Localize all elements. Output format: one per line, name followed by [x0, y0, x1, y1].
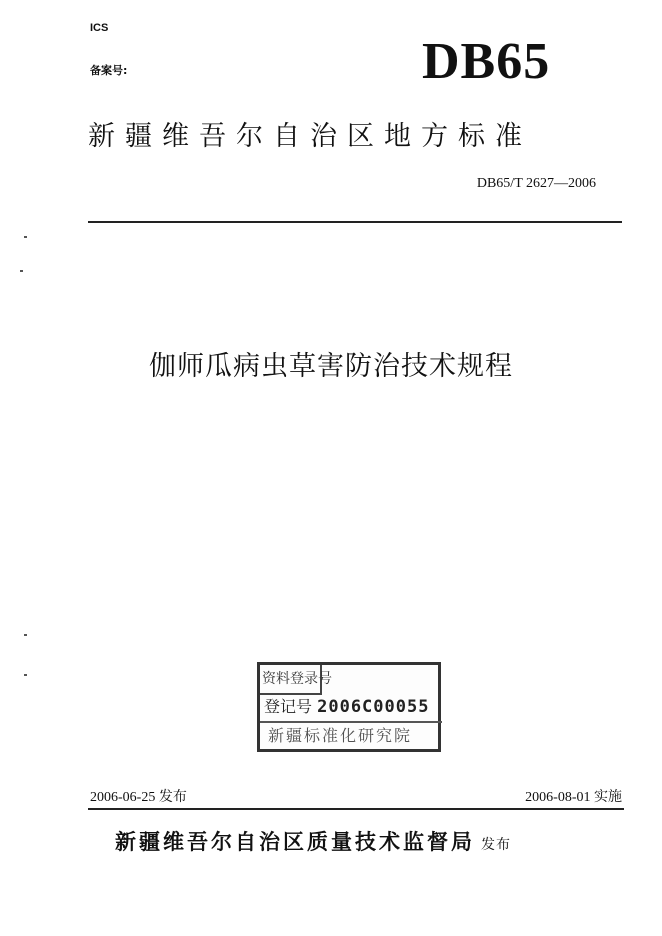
scan-speck: [24, 674, 27, 676]
standard-logo: DB65: [422, 33, 551, 90]
standard-number: DB65/T 2627—2006: [476, 176, 596, 191]
header-divider: [88, 221, 622, 223]
document-title: 伽师瓜病虫草害防治技术规程: [149, 351, 513, 382]
issuer-suffix: 发布: [481, 837, 511, 853]
stamp-registration-code: 2006C00055: [317, 697, 430, 717]
stamp-institute: 新疆标准化研究院: [268, 726, 413, 745]
stamp-header: 资料登录号: [260, 665, 322, 695]
scan-speck: [20, 270, 23, 272]
ics-label: ICS: [90, 22, 109, 34]
scan-speck: [24, 634, 27, 636]
implementation-date: 2006-08-01 实施: [525, 790, 622, 805]
issuer-name: 新疆维吾尔自治区质量技术监督局: [115, 830, 475, 854]
footer-divider: [88, 808, 624, 810]
stamp-registration-row: [260, 693, 442, 723]
issue-date: 2006-06-25 发布: [90, 790, 187, 805]
stamp-registration-label: 登记号: [264, 697, 313, 716]
registration-stamp: [257, 662, 441, 752]
registration-label: 备案号:: [90, 64, 128, 77]
issuer: [115, 826, 511, 856]
scan-speck: [24, 236, 27, 238]
standard-type: 新疆维吾尔自治区地方标准: [88, 121, 532, 152]
